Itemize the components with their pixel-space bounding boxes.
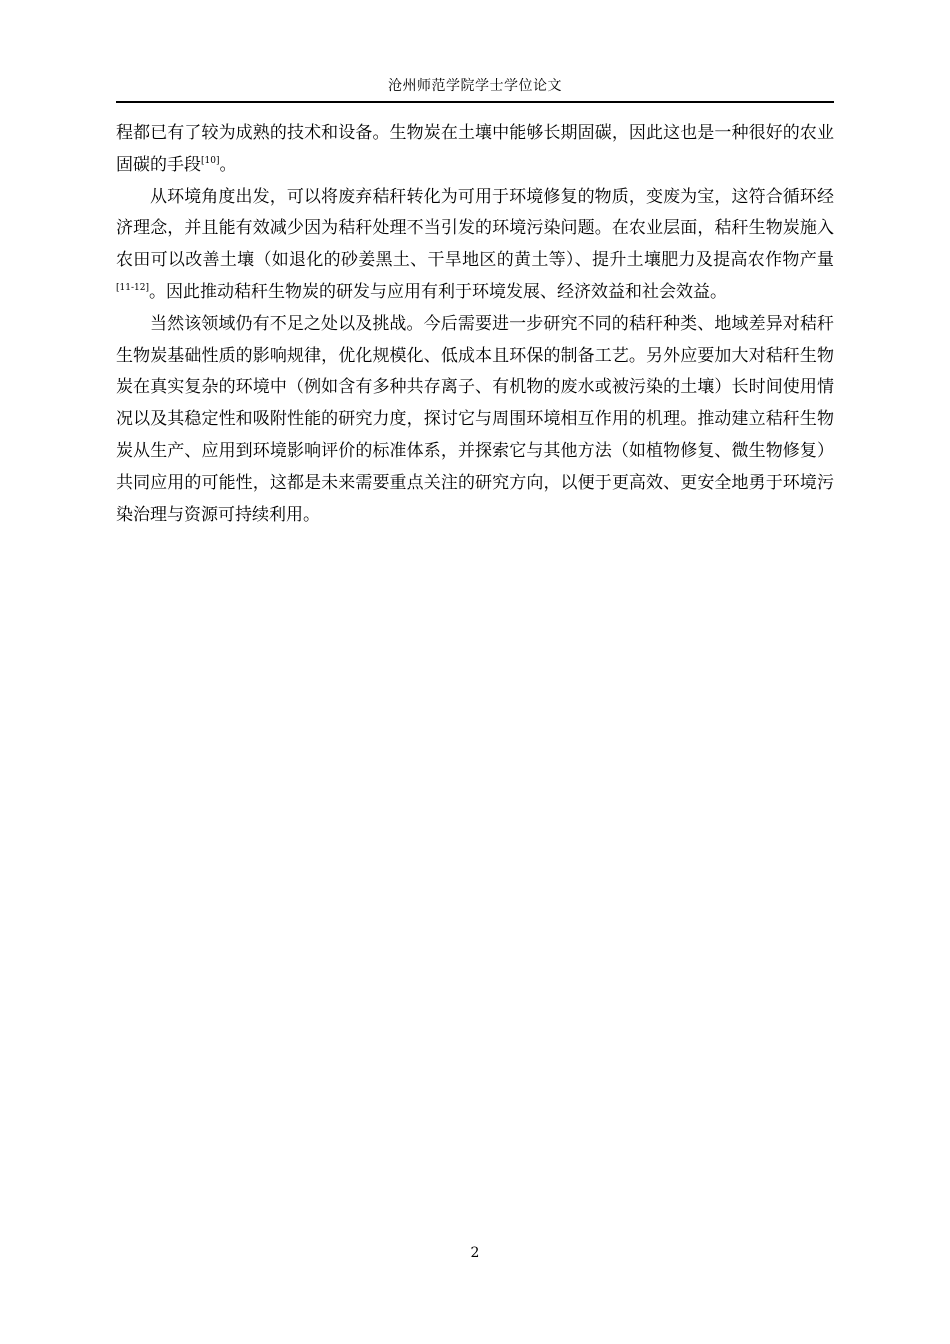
paragraph-text: 从环境角度出发，可以将废弃秸秆转化为可用于环境修复的物质，变废为宝，这符合循环经济理念，并且能有效减少因为秸秆处理不当引发的环境污染问题。在农业层面，秸秆生物炭施入农田可以改善土壤（如退化的砂姜黑土、干旱地区的黄土等）、提升土壤肥力及提高农作物产量 <box>116 186 834 271</box>
page-header <box>116 68 834 103</box>
paragraph-tail: 。因此推动秸秆生物炭的研发与应用有利于环境发展、经济效益和社会效益。 <box>148 281 727 302</box>
thesis-header-title: 沧州师范学院学士学位论文 <box>388 78 562 94</box>
page-number: 2 <box>470 1245 480 1261</box>
paragraph-challenges <box>116 309 834 532</box>
paragraph-environment <box>116 182 834 309</box>
citation-marker: [11-12] <box>116 282 149 293</box>
paragraph-continuation <box>116 118 834 182</box>
citation-marker: [10] <box>201 155 220 166</box>
paragraph-text: 程都已有了较为成熟的技术和设备。生物炭在土壤中能够长期固碳，因此这也是一种很好的农业固碳的手段 <box>116 123 834 175</box>
paragraph-text: 当然该领域仍有不足之处以及挑战。今后需要进一步研究不同的秸秆种类、地域差异对秸秆生物炭基础性质的影响规律，优化规模化、低成本且环保的制备工艺。另外应要加大对秸秆生物炭在真实复杂的环境中（例如含有多种共存离子、有机物的废水或被污染的土壤）长时间使用情况以及其稳定性和吸附性能的研究力度，探讨它与周围环境相互作用的机理。推动建立秸秆生物炭从生产、应用到环境影响评价的标准体系，并探索它与其他方法（如植物修复、微生物修复）共同应用的可能性，这都是未来需要重点关注的研究方向，以便于更高效、更安全地勇于环境污染治理与资源可持续利用。 <box>116 313 834 525</box>
paragraph-tail: 。 <box>219 154 237 175</box>
body-text <box>116 118 834 531</box>
